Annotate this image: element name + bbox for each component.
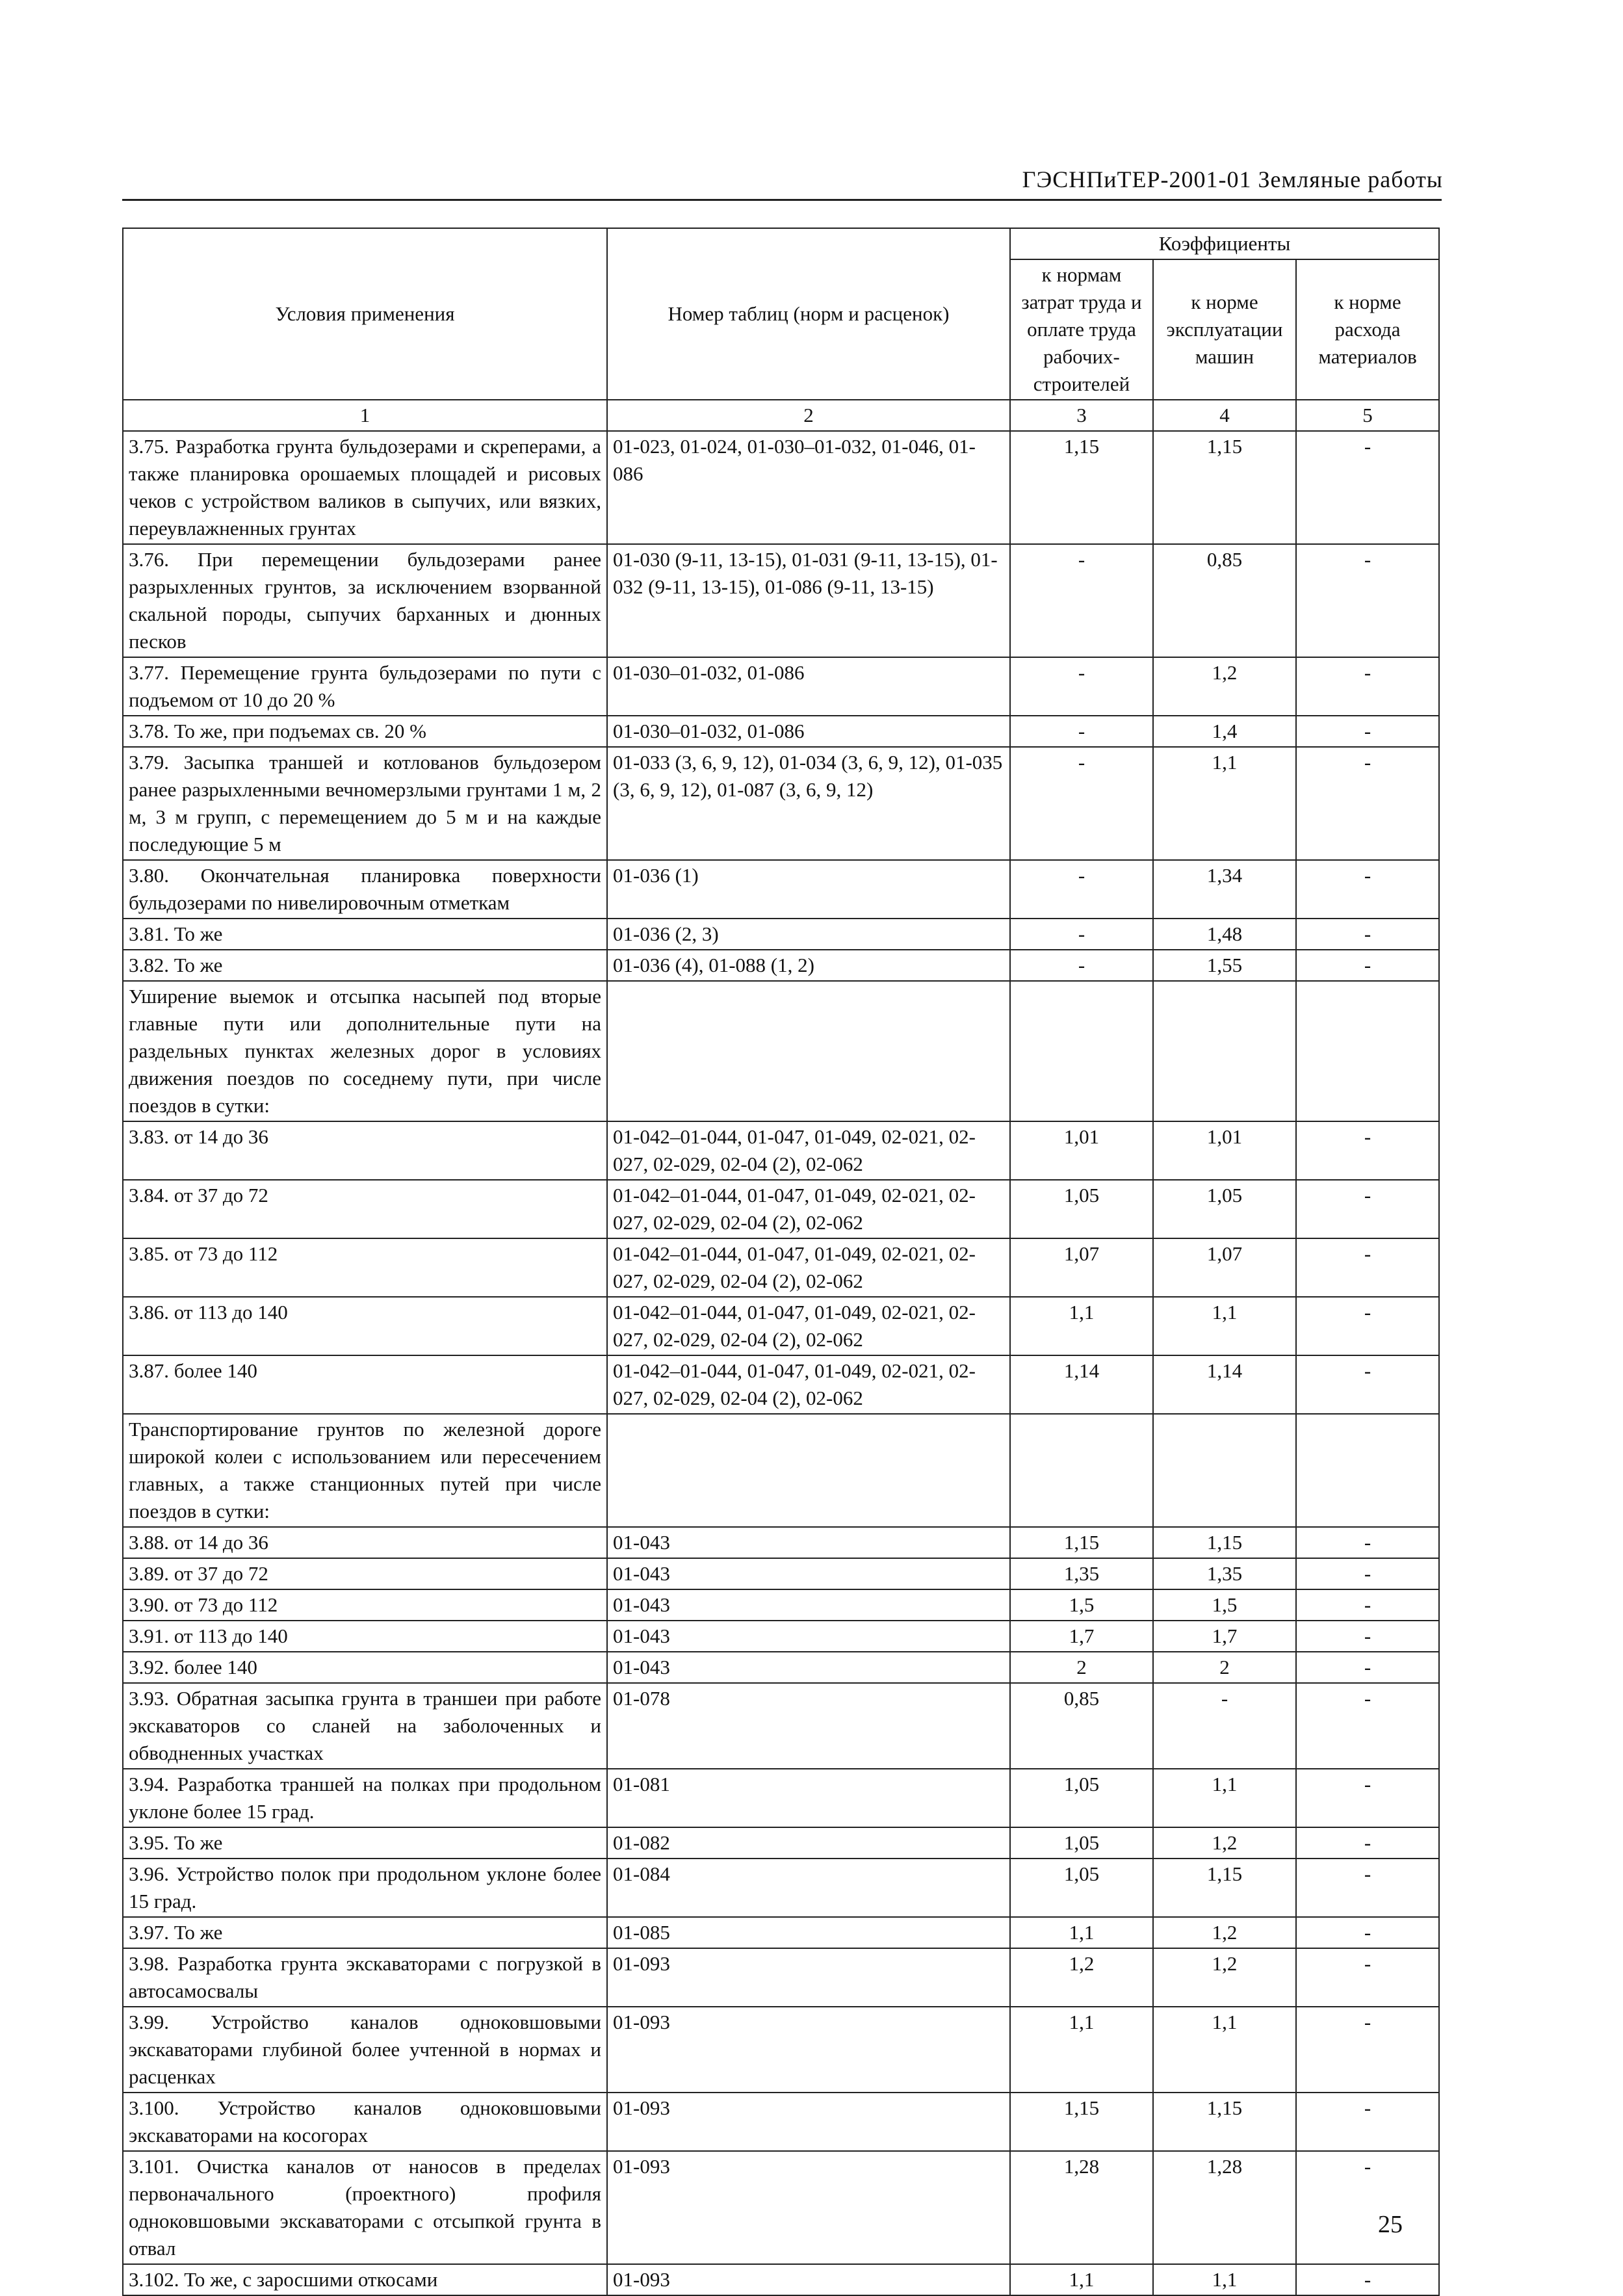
machines-coef-cell: 1,2	[1153, 1917, 1296, 1948]
table-row	[123, 1827, 1439, 1859]
labor-coef-cell: 1,01	[1010, 1121, 1153, 1180]
tables-cell: 01-078	[607, 1683, 1010, 1769]
machines-coef-cell: 1,2	[1153, 1948, 1296, 2007]
machines-coef-cell: 1,15	[1153, 1527, 1296, 1558]
materials-coef-cell: -	[1296, 1527, 1439, 1558]
machines-coef-cell: 2	[1153, 1652, 1296, 1683]
labor-coef-cell: -	[1010, 860, 1153, 919]
condition-cell: 3.89. от 37 до 72	[123, 1558, 607, 1589]
head-coefficients: Коэффициенты	[1010, 228, 1439, 259]
condition-cell: 3.95. То же	[123, 1827, 607, 1859]
tables-cell: 01-093	[607, 2007, 1010, 2093]
materials-coef-cell: -	[1296, 2093, 1439, 2151]
materials-coef-cell: -	[1296, 1683, 1439, 1769]
running-header: ГЭСНПиТЕР-2001-01 Земляные работы	[1022, 166, 1443, 192]
head-materials: к норме расхода материалов	[1296, 259, 1439, 400]
labor-coef-cell: 1,28	[1010, 2151, 1153, 2264]
tables-cell: 01-043	[607, 1589, 1010, 1621]
materials-coef-cell: -	[1296, 1238, 1439, 1297]
materials-coef-cell: -	[1296, 1652, 1439, 1683]
table-row	[123, 1948, 1439, 2007]
tables-cell: 01-042–01-044, 01-047, 01-049, 02-021, 02-027, 02-029, 02-04 (2), 02-062	[607, 1355, 1010, 1414]
tables-cell	[607, 981, 1010, 1121]
labor-coef-cell: -	[1010, 919, 1153, 950]
labor-coef-cell: 1,15	[1010, 2093, 1153, 2151]
table-row	[123, 1527, 1439, 1558]
condition-cell: 3.76. При перемещении бульдозерами ранее разрыхленных грунтов, за исключением взорванной скальной породы, сыпучих барханных и дюнных песков	[123, 544, 607, 657]
labor-coef-cell: 1,14	[1010, 1355, 1153, 1414]
machines-coef-cell: 1,2	[1153, 1827, 1296, 1859]
header-rule	[122, 199, 1442, 201]
machines-coef-cell: 1,4	[1153, 716, 1296, 747]
tables-cell: 01-093	[607, 2093, 1010, 2151]
column-number-row	[123, 400, 1439, 431]
materials-coef-cell: -	[1296, 1917, 1439, 1948]
labor-coef-cell: -	[1010, 716, 1153, 747]
table-row	[123, 716, 1439, 747]
materials-coef-cell: -	[1296, 1827, 1439, 1859]
machines-coef-cell: 1,07	[1153, 1238, 1296, 1297]
table-row	[123, 1180, 1439, 1238]
labor-coef-cell: 1,15	[1010, 431, 1153, 544]
tables-cell: 01-030–01-032, 01-086	[607, 716, 1010, 747]
tables-cell: 01-033 (3, 6, 9, 12), 01-034 (3, 6, 9, 12), 01-035 (3, 6, 9, 12), 01-087 (3, 6, 9, 12)	[607, 747, 1010, 860]
table-row	[123, 1769, 1439, 1827]
condition-cell: 3.94. Разработка траншей на полках при продольном уклоне более 15 град.	[123, 1769, 607, 1827]
labor-coef-cell	[1010, 1414, 1153, 1527]
table-row	[123, 1621, 1439, 1652]
tables-cell: 01-023, 01-024, 01-030–01-032, 01-046, 01-086	[607, 431, 1010, 544]
condition-cell: 3.90. от 73 до 112	[123, 1589, 607, 1621]
head-machines: к норме эксплуатации машин	[1153, 259, 1296, 400]
table-body	[123, 431, 1439, 2295]
tables-cell: 01-036 (1)	[607, 860, 1010, 919]
table-row	[123, 1238, 1439, 1297]
table-row	[123, 1683, 1439, 1769]
materials-coef-cell: -	[1296, 544, 1439, 657]
machines-coef-cell: 1,35	[1153, 1558, 1296, 1589]
machines-coef-cell: 1,1	[1153, 747, 1296, 860]
table-row	[123, 860, 1439, 919]
machines-coef-cell: 1,7	[1153, 1621, 1296, 1652]
condition-cell: 3.98. Разработка грунта экскаваторами с погрузкой в автосамосвалы	[123, 1948, 607, 2007]
table-row	[123, 544, 1439, 657]
table-row	[123, 1589, 1439, 1621]
table-head-row-1	[123, 228, 1439, 259]
machines-coef-cell: 1,28	[1153, 2151, 1296, 2264]
labor-coef-cell: -	[1010, 657, 1153, 716]
condition-cell: 3.83. от 14 до 36	[123, 1121, 607, 1180]
materials-coef-cell	[1296, 1414, 1439, 1527]
labor-coef-cell: 1,05	[1010, 1859, 1153, 1917]
table-row	[123, 1917, 1439, 1948]
tables-cell: 01-036 (4), 01-088 (1, 2)	[607, 950, 1010, 981]
page-number: 25	[1378, 2211, 1403, 2238]
tables-cell: 01-085	[607, 1917, 1010, 1948]
tables-cell: 01-043	[607, 1652, 1010, 1683]
condition-cell: 3.75. Разработка грунта бульдозерами и скреперами, а также планировка орошаемых площадей и рисовых чеков с устройством валиков в сыпучих, или вязких, переувлажненных грунтах	[123, 431, 607, 544]
condition-cell: 3.81. То же	[123, 919, 607, 950]
tables-cell: 01-081	[607, 1769, 1010, 1827]
tables-cell: 01-082	[607, 1827, 1010, 1859]
condition-cell: 3.91. от 113 до 140	[123, 1621, 607, 1652]
labor-coef-cell: 1,05	[1010, 1827, 1153, 1859]
labor-coef-cell: 1,1	[1010, 2264, 1153, 2295]
condition-cell: 3.93. Обратная засыпка грунта в траншеи при работе экскаваторов со сланей на заболоченных и обводненных участках	[123, 1683, 607, 1769]
col-num-1: 1	[123, 400, 607, 431]
tables-cell: 01-030 (9-11, 13-15), 01-031 (9-11, 13-15), 01-032 (9-11, 13-15), 01-086 (9-11, 13-15)	[607, 544, 1010, 657]
materials-coef-cell: -	[1296, 860, 1439, 919]
materials-coef-cell: -	[1296, 2264, 1439, 2295]
machines-coef-cell: 1,55	[1153, 950, 1296, 981]
labor-coef-cell: -	[1010, 950, 1153, 981]
tables-cell: 01-030–01-032, 01-086	[607, 657, 1010, 716]
tables-cell	[607, 1414, 1010, 1527]
machines-coef-cell: 1,01	[1153, 1121, 1296, 1180]
materials-coef-cell: -	[1296, 1859, 1439, 1917]
table-row	[123, 2093, 1439, 2151]
materials-coef-cell: -	[1296, 716, 1439, 747]
machines-coef-cell: 1,1	[1153, 1297, 1296, 1355]
condition-cell: 3.96. Устройство полок при продольном уклоне более 15 град.	[123, 1859, 607, 1917]
materials-coef-cell: -	[1296, 1121, 1439, 1180]
tables-cell: 01-093	[607, 2264, 1010, 2295]
condition-cell: 3.77. Перемещение грунта бульдозерами по пути с подъемом от 10 до 20 %	[123, 657, 607, 716]
materials-coef-cell: -	[1296, 1589, 1439, 1621]
materials-coef-cell: -	[1296, 2007, 1439, 2093]
tables-cell: 01-043	[607, 1621, 1010, 1652]
condition-cell: 3.82. То же	[123, 950, 607, 981]
col-num-2: 2	[607, 400, 1010, 431]
col-num-4: 4	[1153, 400, 1296, 431]
labor-coef-cell	[1010, 981, 1153, 1121]
tables-cell: 01-093	[607, 1948, 1010, 2007]
labor-coef-cell: 1,5	[1010, 1589, 1153, 1621]
labor-coef-cell: 1,7	[1010, 1621, 1153, 1652]
head-tables: Номер таблиц (норм и расценок)	[607, 228, 1010, 400]
condition-cell: 3.86. от 113 до 140	[123, 1297, 607, 1355]
head-conditions: Условия применения	[123, 228, 607, 400]
labor-coef-cell: 0,85	[1010, 1683, 1153, 1769]
labor-coef-cell: 1,1	[1010, 1297, 1153, 1355]
machines-coef-cell: 1,05	[1153, 1180, 1296, 1238]
condition-cell: 3.101. Очистка каналов от наносов в пределах первоначального (проектного) профиля одноковшовыми экскаваторами с отсыпкой грунта в отвал	[123, 2151, 607, 2264]
labor-coef-cell: 1,15	[1010, 1527, 1153, 1558]
table-row	[123, 657, 1439, 716]
machines-coef-cell	[1153, 1414, 1296, 1527]
col-num-3: 3	[1010, 400, 1153, 431]
labor-coef-cell: -	[1010, 747, 1153, 860]
condition-cell: 3.97. То же	[123, 1917, 607, 1948]
machines-coef-cell: 1,15	[1153, 431, 1296, 544]
machines-coef-cell: 1,5	[1153, 1589, 1296, 1621]
table-row	[123, 919, 1439, 950]
labor-coef-cell: 1,1	[1010, 2007, 1153, 2093]
table-row	[123, 981, 1439, 1121]
head-labor: к нормам затрат труда и оплате труда рабочих-строителей	[1010, 259, 1153, 400]
condition-cell: Уширение выемок и отсыпка насыпей под вторые главные пути или дополнительные пути на раздельных пунктах железных дорог в условиях движения поездов по соседнему пути, при числе поездов в сутки:	[123, 981, 607, 1121]
machines-coef-cell: 1,14	[1153, 1355, 1296, 1414]
table-row	[123, 747, 1439, 860]
tables-cell: 01-042–01-044, 01-047, 01-049, 02-021, 02-027, 02-029, 02-04 (2), 02-062	[607, 1297, 1010, 1355]
machines-coef-cell: 1,15	[1153, 2093, 1296, 2151]
materials-coef-cell: -	[1296, 919, 1439, 950]
condition-cell: 3.84. от 37 до 72	[123, 1180, 607, 1238]
condition-cell: Транспортирование грунтов по железной дороге широкой колеи с использованием или пересечением главных, а также станционных путей при числе поездов в сутки:	[123, 1414, 607, 1527]
table-row	[123, 2007, 1439, 2093]
condition-cell: 3.102. То же, с заросшими откосами	[123, 2264, 607, 2295]
materials-coef-cell: -	[1296, 1621, 1439, 1652]
materials-coef-cell: -	[1296, 1558, 1439, 1589]
table-row	[123, 1558, 1439, 1589]
tables-cell: 01-043	[607, 1527, 1010, 1558]
machines-coef-cell: 1,48	[1153, 919, 1296, 950]
condition-cell: 3.92. более 140	[123, 1652, 607, 1683]
materials-coef-cell: -	[1296, 1180, 1439, 1238]
tables-cell: 01-042–01-044, 01-047, 01-049, 02-021, 02-027, 02-029, 02-04 (2), 02-062	[607, 1121, 1010, 1180]
table-row	[123, 1859, 1439, 1917]
materials-coef-cell: -	[1296, 2151, 1439, 2264]
condition-cell: 3.80. Окончательная планировка поверхности бульдозерами по нивелировочным отметкам	[123, 860, 607, 919]
labor-coef-cell: 1,05	[1010, 1180, 1153, 1238]
col-num-5: 5	[1296, 400, 1439, 431]
table-row	[123, 1355, 1439, 1414]
table-row	[123, 431, 1439, 544]
materials-coef-cell: -	[1296, 431, 1439, 544]
labor-coef-cell: 1,35	[1010, 1558, 1153, 1589]
condition-cell: 3.78. То же, при подъемах св. 20 %	[123, 716, 607, 747]
machines-coef-cell: 1,1	[1153, 1769, 1296, 1827]
materials-coef-cell: -	[1296, 1297, 1439, 1355]
table-row	[123, 950, 1439, 981]
table-row	[123, 1652, 1439, 1683]
tables-cell: 01-084	[607, 1859, 1010, 1917]
labor-coef-cell: 1,05	[1010, 1769, 1153, 1827]
coefficients-table	[122, 228, 1440, 2296]
labor-coef-cell: 1,1	[1010, 1917, 1153, 1948]
machines-coef-cell: 1,1	[1153, 2007, 1296, 2093]
condition-cell: 3.79. Засыпка траншей и котлованов бульдозером ранее разрыхленными вечномерзлыми грунтами 1 м, 2 м, 3 м групп, с перемещением до 5 м и на каждые последующие 5 м	[123, 747, 607, 860]
labor-coef-cell: 2	[1010, 1652, 1153, 1683]
machines-coef-cell: 0,85	[1153, 544, 1296, 657]
table-row	[123, 2151, 1439, 2264]
tables-cell: 01-043	[607, 1558, 1010, 1589]
condition-cell: 3.87. более 140	[123, 1355, 607, 1414]
table-row	[123, 1121, 1439, 1180]
condition-cell: 3.88. от 14 до 36	[123, 1527, 607, 1558]
materials-coef-cell: -	[1296, 1948, 1439, 2007]
materials-coef-cell: -	[1296, 950, 1439, 981]
materials-coef-cell: -	[1296, 1355, 1439, 1414]
tables-cell: 01-093	[607, 2151, 1010, 2264]
materials-coef-cell: -	[1296, 747, 1439, 860]
machines-coef-cell: 1,2	[1153, 657, 1296, 716]
table-row	[123, 2264, 1439, 2295]
labor-coef-cell: -	[1010, 544, 1153, 657]
materials-coef-cell: -	[1296, 1769, 1439, 1827]
materials-coef-cell	[1296, 981, 1439, 1121]
table-row	[123, 1297, 1439, 1355]
machines-coef-cell: 1,1	[1153, 2264, 1296, 2295]
tables-cell: 01-042–01-044, 01-047, 01-049, 02-021, 02-027, 02-029, 02-04 (2), 02-062	[607, 1180, 1010, 1238]
machines-coef-cell: 1,15	[1153, 1859, 1296, 1917]
condition-cell: 3.100. Устройство каналов одноковшовыми экскаваторами на косогорах	[123, 2093, 607, 2151]
labor-coef-cell: 1,07	[1010, 1238, 1153, 1297]
machines-coef-cell	[1153, 981, 1296, 1121]
tables-cell: 01-042–01-044, 01-047, 01-049, 02-021, 02-027, 02-029, 02-04 (2), 02-062	[607, 1238, 1010, 1297]
condition-cell: 3.99. Устройство каналов одноковшовыми экскаваторами глубиной более учтенной в нормах и расценках	[123, 2007, 607, 2093]
machines-coef-cell: 1,34	[1153, 860, 1296, 919]
materials-coef-cell: -	[1296, 657, 1439, 716]
table-row	[123, 1414, 1439, 1527]
machines-coef-cell: -	[1153, 1683, 1296, 1769]
condition-cell: 3.85. от 73 до 112	[123, 1238, 607, 1297]
tables-cell: 01-036 (2, 3)	[607, 919, 1010, 950]
labor-coef-cell: 1,2	[1010, 1948, 1153, 2007]
